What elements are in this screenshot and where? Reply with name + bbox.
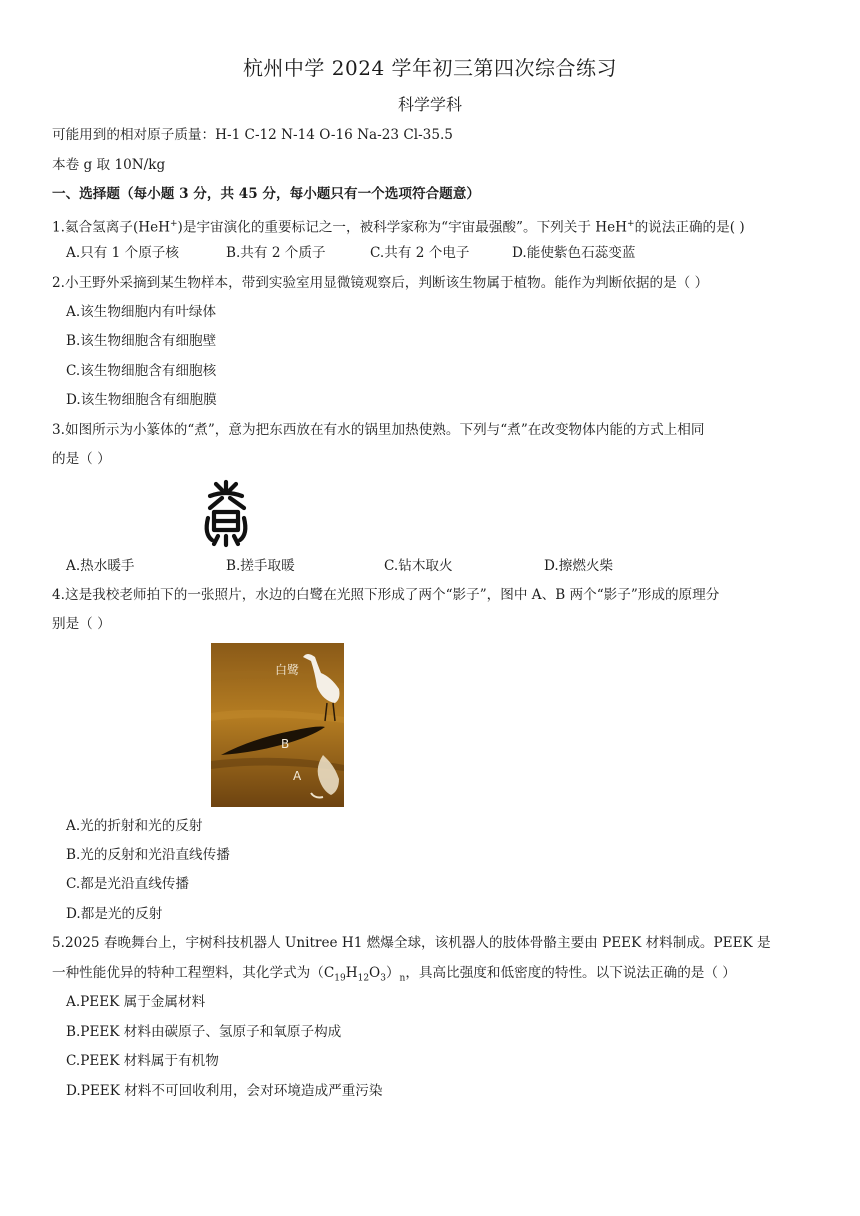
q2-option-a: A.该生物细胞内有叶绿体 [66,304,217,320]
q1-stem-part: 的说法正确的是( ) [634,219,745,236]
page-subtitle: 科学学科 [397,95,462,114]
q1-superscript: + [627,219,635,229]
q5-stem-part: 一种性能优异的特种工程塑料，其化学式为（C [52,965,335,981]
question-3-stem-line2: 的是（ ） [52,451,111,467]
question-4-stem-line2: 别是（ ） [52,616,111,632]
q5-option-a: A.PEEK 属于金属材料 [66,994,206,1010]
question-5-stem-line1: 5.2025 春晚舞台上，宇树科技机器人 Unitree H1 燃爆全球，该机器人的肢体骨骼主要由 PEEK 材料制成。PEEK 是 [52,935,771,951]
q1-option-c: C.共有 2 个电子 [370,245,470,261]
q4-option-c: C.都是光沿直线传播 [66,876,189,892]
q2-option-d: D.该生物细胞含有细胞膜 [66,392,217,408]
section-heading: 一、选择题（每小题 3 分，共 45 分，每小题只有一个选项符合题意） [52,186,480,202]
photo-label-b: B [281,737,290,751]
question-4-stem-line1: 4.这是我校老师拍下的一张照片，水边的白鹭在光照下形成了两个“影子”，图中 A、B 两个“影子”形成的原理分 [52,587,720,603]
q5-option-c: C.PEEK 材料属于有机物 [66,1053,219,1069]
gravity-note: 本卷 g 取 10N/kg [52,157,166,173]
q4-option-d: D.都是光的反射 [66,906,163,922]
question-3-stem-line1: 3.如图所示为小篆体的“煮”，意为把东西放在有水的锅里加热使熟。下列与“煮”在改变物体内能的方式上相同 [52,422,705,438]
q5-stem-part: ，具高比强度和低密度的特性。以下说法正确的是（ ） [405,965,736,981]
q5-formula-element: O [369,965,381,981]
page-title: 杭州中学 2024 学年初三第四次综合练习 [242,56,618,80]
q3-option-c: C.钻木取火 [384,558,453,574]
q5-formula-paren: ） [385,965,400,981]
q1-stem-part: )是宇宙演化的重要标记之一，被科学家称为“宇宙最强酸”。下列关于 HeH [177,219,628,236]
q5-option-b: B.PEEK 材料由碳原子、氢原子和氧原子构成 [66,1024,342,1040]
q1-option-b: B.共有 2 个质子 [226,245,326,261]
q5-subscript: n [399,973,406,984]
q4-option-a: A.光的折射和光的反射 [66,818,203,834]
question-1-stem [52,214,745,238]
q5-option-d: D.PEEK 材料不可回收利用，会对环境造成严重污染 [66,1083,383,1099]
egret-photo [211,643,344,807]
q4-option-b: B.光的反射和光沿直线传播 [66,847,230,863]
q5-subscript: 12 [357,973,370,984]
q3-option-a: A.热水暖手 [66,558,135,574]
question-2-stem: 2.小王野外采摘到某生物样本，带到实验室用显微镜观察后，判断该生物属于植物。能作为判断依据的是（ ） [52,275,709,291]
atomic-masses-note: 可能用到的相对原子质量：H-1 C-12 N-14 O-16 Na-23 Cl-35.5 [52,127,453,143]
seal-script-zhu-icon [200,478,252,552]
q1-stem-part: 1.氦合氢离子(HeH [52,219,170,236]
q5-subscript: 3 [380,973,386,984]
q2-option-c: C.该生物细胞含有细胞核 [66,363,217,379]
q1-option-a: A.只有 1 个原子核 [66,245,179,261]
q5-subscript: 19 [334,973,346,984]
photo-label-a: A [293,769,302,783]
q2-option-b: B.该生物细胞含有细胞壁 [66,333,217,349]
question-5-stem-line2 [52,963,736,989]
q1-option-d: D.能使紫色石蕊变蓝 [512,245,636,261]
q1-superscript: + [170,219,178,229]
q3-option-d: D.擦燃火柴 [544,558,614,574]
q3-option-b: B.搓手取暖 [226,558,295,574]
photo-label-egret: 白鹭 [275,663,300,677]
q5-formula-element: H [345,965,358,981]
